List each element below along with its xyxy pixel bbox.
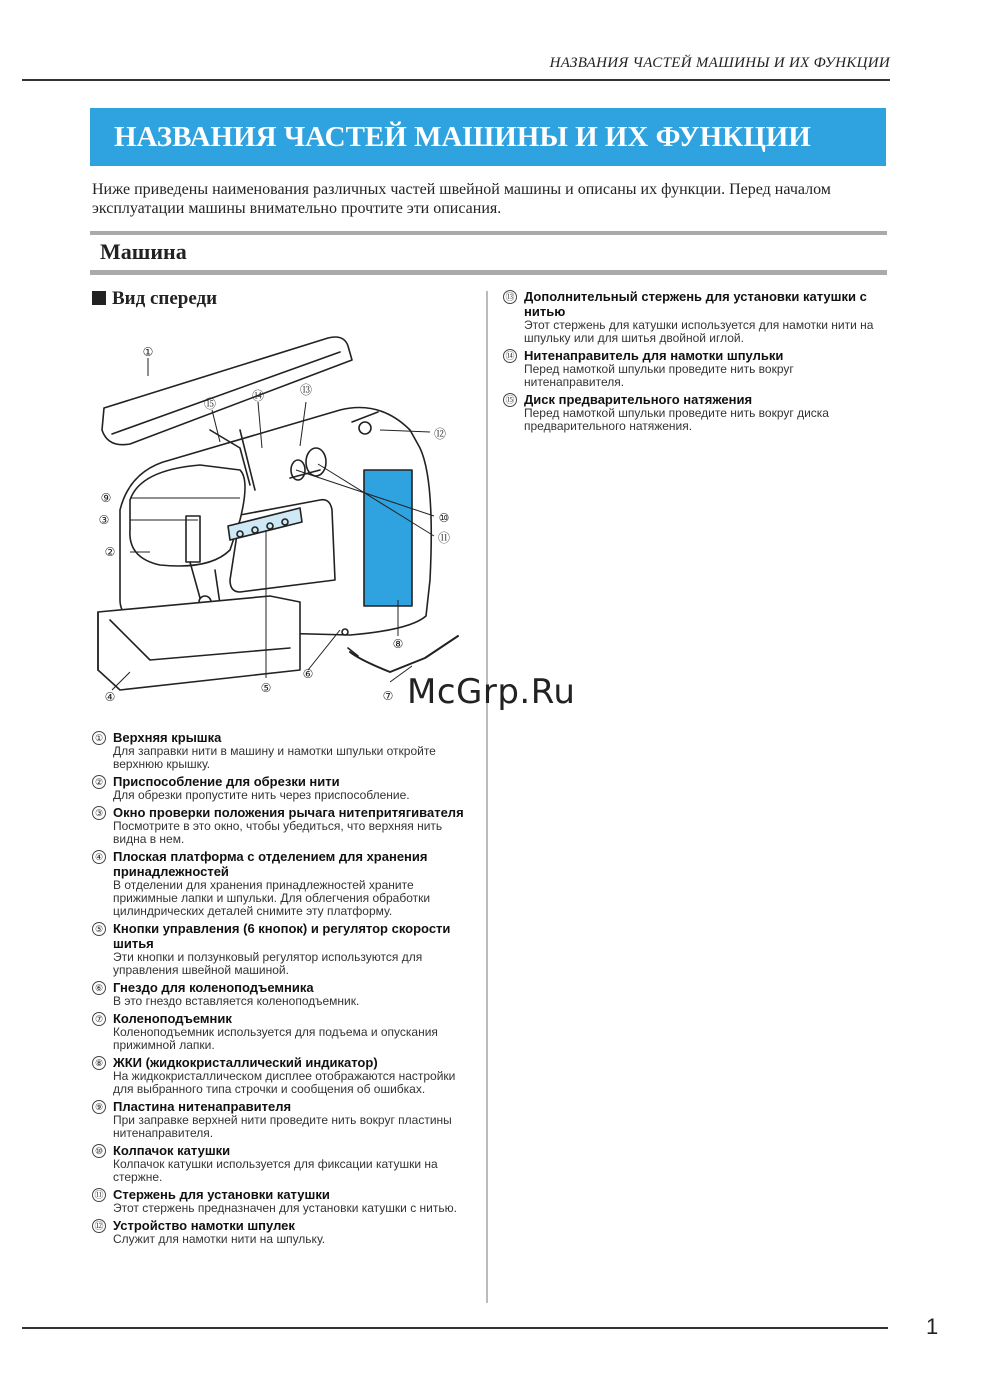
part-title: Коленоподъемник bbox=[113, 1011, 232, 1026]
part-description: На жидкокристаллическом дисплее отображаются настройки для выбранного типа строчки и сообщения об ошибках. bbox=[113, 1069, 456, 1096]
page-title-banner: НАЗВАНИЯ ЧАСТЕЙ МАШИНЫ И ИХ ФУНКЦИИ bbox=[90, 108, 886, 166]
part-description: В это гнездо вставляется коленоподъемник. bbox=[113, 994, 360, 1008]
part-description: Этот стержень предназначен для установки катушки с нитью. bbox=[113, 1201, 457, 1215]
callout-4: ④ bbox=[104, 690, 116, 704]
callout-6: ⑥ bbox=[302, 667, 314, 681]
parts-list-right bbox=[503, 289, 883, 436]
running-head-title: НАЗВАНИЯ ЧАСТЕЙ МАШИНЫ И ИХ ФУНКЦИИ bbox=[549, 55, 890, 71]
callout-3: ③ bbox=[98, 513, 110, 527]
part-title: Приспособление для обрезки нити bbox=[113, 774, 340, 789]
part-title: Пластина нитенаправителя bbox=[113, 1099, 292, 1114]
section-top-rule bbox=[90, 231, 887, 235]
part-item bbox=[92, 1143, 477, 1184]
part-item bbox=[92, 805, 477, 846]
callout-10: ⑩ bbox=[438, 511, 450, 525]
watermark: McGrp.Ru bbox=[407, 672, 576, 712]
part-number: ⑧ bbox=[92, 1056, 106, 1070]
sewing-machine-illustration bbox=[90, 330, 470, 715]
part-item bbox=[92, 730, 477, 771]
callout-8: ⑧ bbox=[392, 637, 404, 651]
footer-rule bbox=[22, 1327, 888, 1329]
part-description: Служит для намотки нити на шпульку. bbox=[113, 1232, 326, 1246]
part-number: ⑮ bbox=[503, 393, 517, 407]
callout-15: ⑮ bbox=[203, 397, 217, 411]
section-bottom-rule bbox=[90, 270, 887, 275]
section-title: Машина bbox=[100, 239, 187, 264]
part-item bbox=[503, 289, 883, 345]
part-title: Диск предварительного натяжения bbox=[524, 392, 753, 407]
column-divider bbox=[486, 291, 488, 1303]
part-description: При заправке верхней нити проведите нить вокруг пластины нитенаправителя. bbox=[113, 1113, 452, 1140]
subsection-heading bbox=[92, 288, 217, 310]
part-number: ④ bbox=[92, 850, 106, 864]
part-item bbox=[92, 1218, 477, 1246]
part-item bbox=[92, 849, 477, 918]
part-description: В отделении для хранения принадлежностей храните прижимные лапки и шпульки. Для облегчения обработки цилиндрических деталей снимите эту платформу. bbox=[113, 878, 431, 918]
part-title: Стержень для установки катушки bbox=[113, 1187, 330, 1202]
part-description: Для обрезки пропустите нить через приспособление. bbox=[113, 788, 410, 802]
parts-list-left bbox=[92, 730, 477, 1249]
part-number: ⑦ bbox=[92, 1012, 106, 1026]
part-title: Нитенаправитель для намотки шпульки bbox=[524, 348, 784, 363]
page-number: 1 bbox=[926, 1314, 939, 1339]
callout-13: ⑬ bbox=[299, 383, 313, 397]
part-number: ① bbox=[92, 731, 106, 745]
subsection-title: Вид спереди bbox=[112, 288, 218, 309]
part-description: Перед намоткой шпульки проведите нить вокруг диска предварительного натяжения. bbox=[524, 406, 829, 433]
part-number: ⑪ bbox=[92, 1188, 106, 1202]
part-number: ⑫ bbox=[92, 1219, 106, 1233]
part-number: ⑭ bbox=[503, 349, 517, 363]
callout-5: ⑤ bbox=[260, 681, 272, 695]
part-number: ⑬ bbox=[503, 290, 517, 304]
part-number: ③ bbox=[92, 806, 106, 820]
part-description: Посмотрите в это окно, чтобы убедиться, что верхняя нить видна в нем. bbox=[113, 819, 443, 846]
part-item bbox=[92, 774, 477, 802]
part-title: Устройство намотки шпулек bbox=[113, 1218, 295, 1233]
part-description: Этот стержень для катушки используется для намотки нити на шпульку или для шитья двойной иглой. bbox=[524, 318, 874, 345]
part-description: Колпачок катушки используется для фиксации катушки на стержне. bbox=[113, 1157, 438, 1184]
part-title: Верхняя крышка bbox=[113, 730, 222, 745]
part-number: ⑥ bbox=[92, 981, 106, 995]
part-item bbox=[92, 921, 477, 977]
part-item bbox=[92, 980, 477, 1008]
part-description: Эти кнопки и ползунковый регулятор используются для управления швейной машиной. bbox=[113, 950, 423, 977]
header-rule bbox=[22, 79, 890, 81]
callout-7: ⑦ bbox=[382, 689, 394, 703]
part-title: Плоская платформа с отделением для хранения принадлежностей bbox=[113, 849, 428, 879]
callout-2: ② bbox=[104, 545, 116, 559]
square-bullet-icon bbox=[92, 291, 106, 305]
part-title: Окно проверки положения рычага нитепритягивателя bbox=[113, 805, 464, 820]
part-item bbox=[503, 392, 883, 433]
part-number: ⑤ bbox=[92, 922, 106, 936]
callout-11: ⑪ bbox=[437, 531, 451, 545]
callout-1: ① bbox=[142, 345, 154, 359]
callout-9: ⑨ bbox=[100, 491, 112, 505]
part-title: ЖКИ (жидкокристаллический индикатор) bbox=[113, 1055, 378, 1070]
part-title: Дополнительный стержень для установки катушки с нитью bbox=[524, 289, 867, 319]
part-description: Перед намоткой шпульки проведите нить вокруг нитенаправителя. bbox=[524, 362, 794, 389]
part-title: Гнездо для коленоподъемника bbox=[113, 980, 314, 995]
machine-drawing bbox=[90, 330, 470, 715]
part-item bbox=[92, 1099, 477, 1140]
part-title: Колпачок катушки bbox=[113, 1143, 231, 1158]
part-item bbox=[92, 1011, 477, 1052]
part-number: ② bbox=[92, 775, 106, 789]
part-item bbox=[92, 1187, 477, 1215]
callout-12: ⑫ bbox=[433, 427, 447, 441]
part-description: Коленоподъемник используется для подъема и опускания прижимной лапки. bbox=[113, 1025, 438, 1052]
callout-14: ⑭ bbox=[251, 389, 265, 403]
part-number: ⑨ bbox=[92, 1100, 106, 1114]
intro-paragraph: Ниже приведены наименования различных частей швейной машины и описаны их функции. Перед началом эксплуатации машины внимательно прочтите эти описания. bbox=[92, 181, 831, 217]
part-title: Кнопки управления (6 кнопок) и регулятор скорости шитья bbox=[113, 921, 451, 951]
part-description: Для заправки нити в машину и намотки шпульки откройте верхнюю крышку. bbox=[113, 744, 436, 771]
part-item bbox=[503, 348, 883, 389]
part-number: ⑩ bbox=[92, 1144, 106, 1158]
part-item bbox=[92, 1055, 477, 1096]
